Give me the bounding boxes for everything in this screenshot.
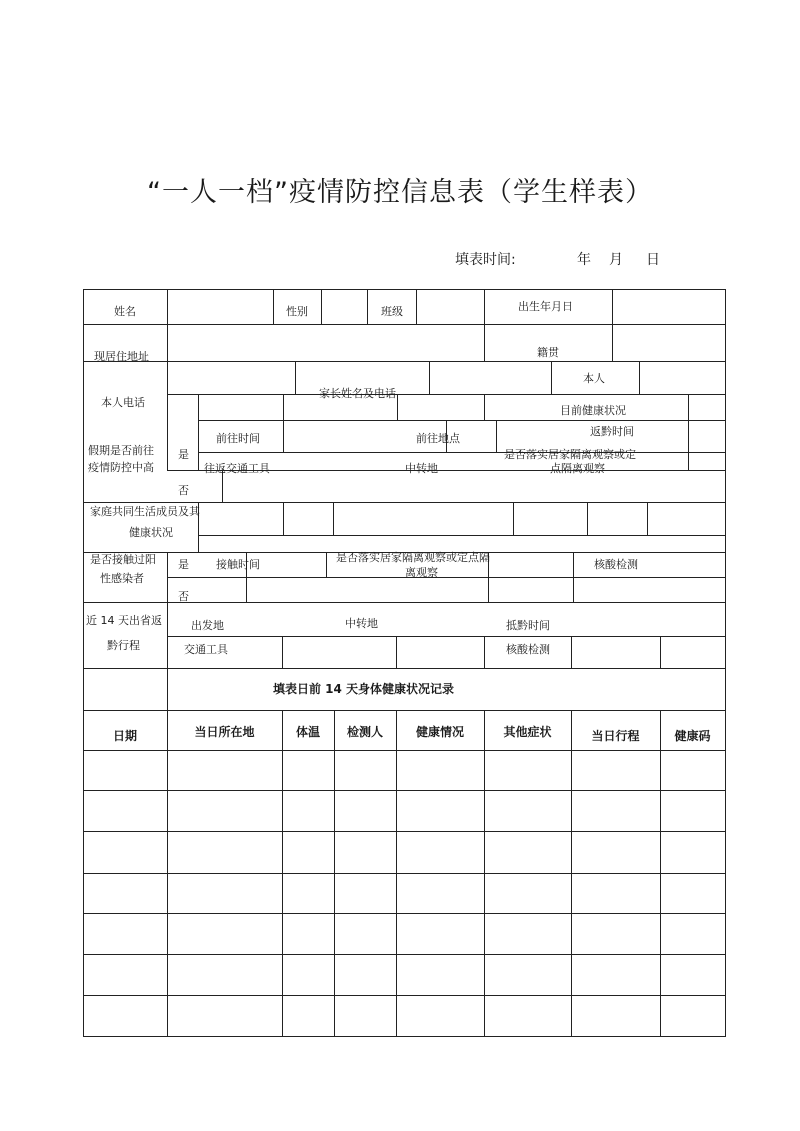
record-cell[interactable] bbox=[335, 914, 396, 954]
record-cell[interactable] bbox=[397, 996, 484, 1036]
label-current-health: 目前健康状况 bbox=[560, 404, 626, 417]
column-header-temperature: 体温 bbox=[295, 725, 320, 739]
record-cell[interactable] bbox=[168, 751, 282, 790]
record-cell[interactable] bbox=[84, 832, 167, 873]
column-header-location: 当日所在地 bbox=[194, 725, 255, 739]
label-household-2: 健康状况 bbox=[129, 526, 173, 539]
fill-date-month: 月 bbox=[609, 252, 623, 268]
record-cell[interactable] bbox=[397, 832, 484, 873]
label-parent-name-phone: 家长姓名及电话 bbox=[319, 387, 396, 400]
record-cell[interactable] bbox=[335, 996, 396, 1036]
record-cell[interactable] bbox=[283, 996, 334, 1036]
record-cell[interactable] bbox=[572, 791, 660, 831]
record-cell[interactable] bbox=[572, 832, 660, 873]
label-quarantine-1: 是否落实居家隔离观察或定 bbox=[504, 448, 636, 461]
record-cell[interactable] bbox=[397, 914, 484, 954]
record-cell[interactable] bbox=[661, 955, 725, 995]
label-class: 班级 bbox=[381, 305, 403, 318]
gender-field[interactable] bbox=[322, 290, 367, 324]
record-cell[interactable] bbox=[84, 791, 167, 831]
record-cell[interactable] bbox=[84, 751, 167, 790]
column-header-symptoms: 其他症状 bbox=[503, 725, 552, 739]
record-cell[interactable] bbox=[485, 914, 571, 954]
record-cell[interactable] bbox=[335, 751, 396, 790]
column-header-health-code: 健康码 bbox=[674, 729, 711, 743]
fill-date-day: 日 bbox=[646, 252, 660, 268]
record-cell[interactable] bbox=[335, 832, 396, 873]
label-holiday-travel-2: 疫情防控中高 bbox=[88, 461, 154, 474]
label-name: 姓名 bbox=[114, 305, 136, 318]
record-cell[interactable] bbox=[572, 874, 660, 913]
label-contact-quarantine-1: 是否落实居家隔离观察或定点隔 bbox=[336, 551, 490, 564]
record-cell[interactable] bbox=[84, 914, 167, 954]
label-address: 现居住地址 bbox=[94, 350, 149, 363]
record-cell[interactable] bbox=[397, 791, 484, 831]
record-cell[interactable] bbox=[485, 996, 571, 1036]
record-cell[interactable] bbox=[84, 955, 167, 995]
record-cell[interactable] bbox=[335, 791, 396, 831]
health-record-title: 填表日前 14 天身体健康状况记录 bbox=[272, 682, 455, 696]
record-cell[interactable] bbox=[283, 955, 334, 995]
record-cell[interactable] bbox=[485, 791, 571, 831]
record-cell[interactable] bbox=[283, 751, 334, 790]
record-cell[interactable] bbox=[168, 914, 282, 954]
record-cell[interactable] bbox=[661, 874, 725, 913]
record-cell[interactable] bbox=[168, 791, 282, 831]
label-gender: 性别 bbox=[286, 305, 308, 318]
record-cell[interactable] bbox=[283, 874, 334, 913]
record-cell[interactable] bbox=[661, 914, 725, 954]
record-cell[interactable] bbox=[335, 874, 396, 913]
label-birth-date: 出生年月日 bbox=[518, 300, 573, 313]
record-cell[interactable] bbox=[572, 955, 660, 995]
record-cell[interactable] bbox=[661, 996, 725, 1036]
birth-date-field[interactable] bbox=[613, 290, 725, 324]
label-transit: 中转地 bbox=[405, 462, 438, 475]
fill-date-year: 年 bbox=[577, 252, 591, 268]
record-cell[interactable] bbox=[283, 832, 334, 873]
label-trip14-1: 近 14 天出省返 bbox=[86, 614, 162, 627]
address-field[interactable] bbox=[168, 325, 484, 361]
record-cell[interactable] bbox=[485, 832, 571, 873]
label-trip14-2: 黔行程 bbox=[107, 639, 140, 652]
contact-option-no[interactable]: 否 bbox=[178, 590, 189, 603]
label-contact-2: 性感染者 bbox=[100, 572, 144, 585]
label-holiday-travel-1: 假期是否前往 bbox=[88, 444, 154, 457]
label-household-1: 家庭共同生活成员及其 bbox=[90, 505, 200, 518]
fill-date-label: 填表时间: bbox=[455, 252, 516, 268]
record-cell[interactable] bbox=[572, 996, 660, 1036]
label-return-time: 返黔时间 bbox=[590, 425, 634, 438]
label-contact-time: 接触时间 bbox=[216, 558, 260, 571]
label-native-place: 籍贯 bbox=[537, 346, 559, 359]
record-cell[interactable] bbox=[397, 955, 484, 995]
record-cell[interactable] bbox=[84, 996, 167, 1036]
record-cell[interactable] bbox=[283, 791, 334, 831]
column-header-health: 健康情况 bbox=[415, 725, 464, 739]
record-cell[interactable] bbox=[283, 914, 334, 954]
record-cell[interactable] bbox=[397, 874, 484, 913]
label-depart-time: 前往时间 bbox=[216, 432, 260, 445]
label-transport-to: 往返交通工具 bbox=[204, 462, 270, 475]
label-quarantine-2: 点隔离观察 bbox=[550, 462, 605, 475]
label-nucleic-test2: 核酸检测 bbox=[506, 643, 550, 656]
native-place-field[interactable] bbox=[613, 325, 725, 361]
record-cell[interactable] bbox=[84, 874, 167, 913]
contact-option-yes[interactable]: 是 bbox=[178, 558, 189, 571]
name-field[interactable] bbox=[168, 290, 273, 324]
record-cell[interactable] bbox=[485, 874, 571, 913]
record-cell[interactable] bbox=[168, 874, 282, 913]
class-field[interactable] bbox=[417, 290, 484, 324]
label-contact-1: 是否接触过阳 bbox=[90, 553, 156, 566]
record-cell[interactable] bbox=[168, 832, 282, 873]
column-header-date: 日期 bbox=[112, 729, 137, 743]
label-contact-quarantine-2: 离观察 bbox=[405, 566, 438, 579]
record-cell[interactable] bbox=[572, 914, 660, 954]
record-cell[interactable] bbox=[485, 751, 571, 790]
label-self: 本人 bbox=[583, 372, 605, 385]
record-cell[interactable] bbox=[661, 832, 725, 873]
record-cell[interactable] bbox=[335, 955, 396, 995]
record-cell[interactable] bbox=[397, 751, 484, 790]
record-cell[interactable] bbox=[661, 751, 725, 790]
label-transit2: 中转地 bbox=[345, 617, 378, 630]
record-cell[interactable] bbox=[572, 751, 660, 790]
label-destination: 前往地点 bbox=[416, 432, 460, 445]
record-cell[interactable] bbox=[168, 996, 282, 1036]
record-cell[interactable] bbox=[485, 955, 571, 995]
record-cell[interactable] bbox=[661, 791, 725, 831]
option-no[interactable]: 否 bbox=[178, 484, 189, 497]
label-transport: 交通工具 bbox=[184, 643, 228, 656]
label-arrival-time: 抵黔时间 bbox=[506, 619, 550, 632]
column-header-tester: 检测人 bbox=[346, 725, 383, 739]
page-title: “一人一档”疫情防控信息表（学生样表） bbox=[147, 177, 653, 208]
column-header-itinerary: 当日行程 bbox=[591, 729, 640, 743]
label-nucleic-test: 核酸检测 bbox=[594, 558, 638, 571]
option-yes[interactable]: 是 bbox=[178, 448, 189, 461]
label-own-phone: 本人电话 bbox=[101, 396, 145, 409]
record-cell[interactable] bbox=[168, 955, 282, 995]
label-origin: 出发地 bbox=[191, 619, 224, 632]
